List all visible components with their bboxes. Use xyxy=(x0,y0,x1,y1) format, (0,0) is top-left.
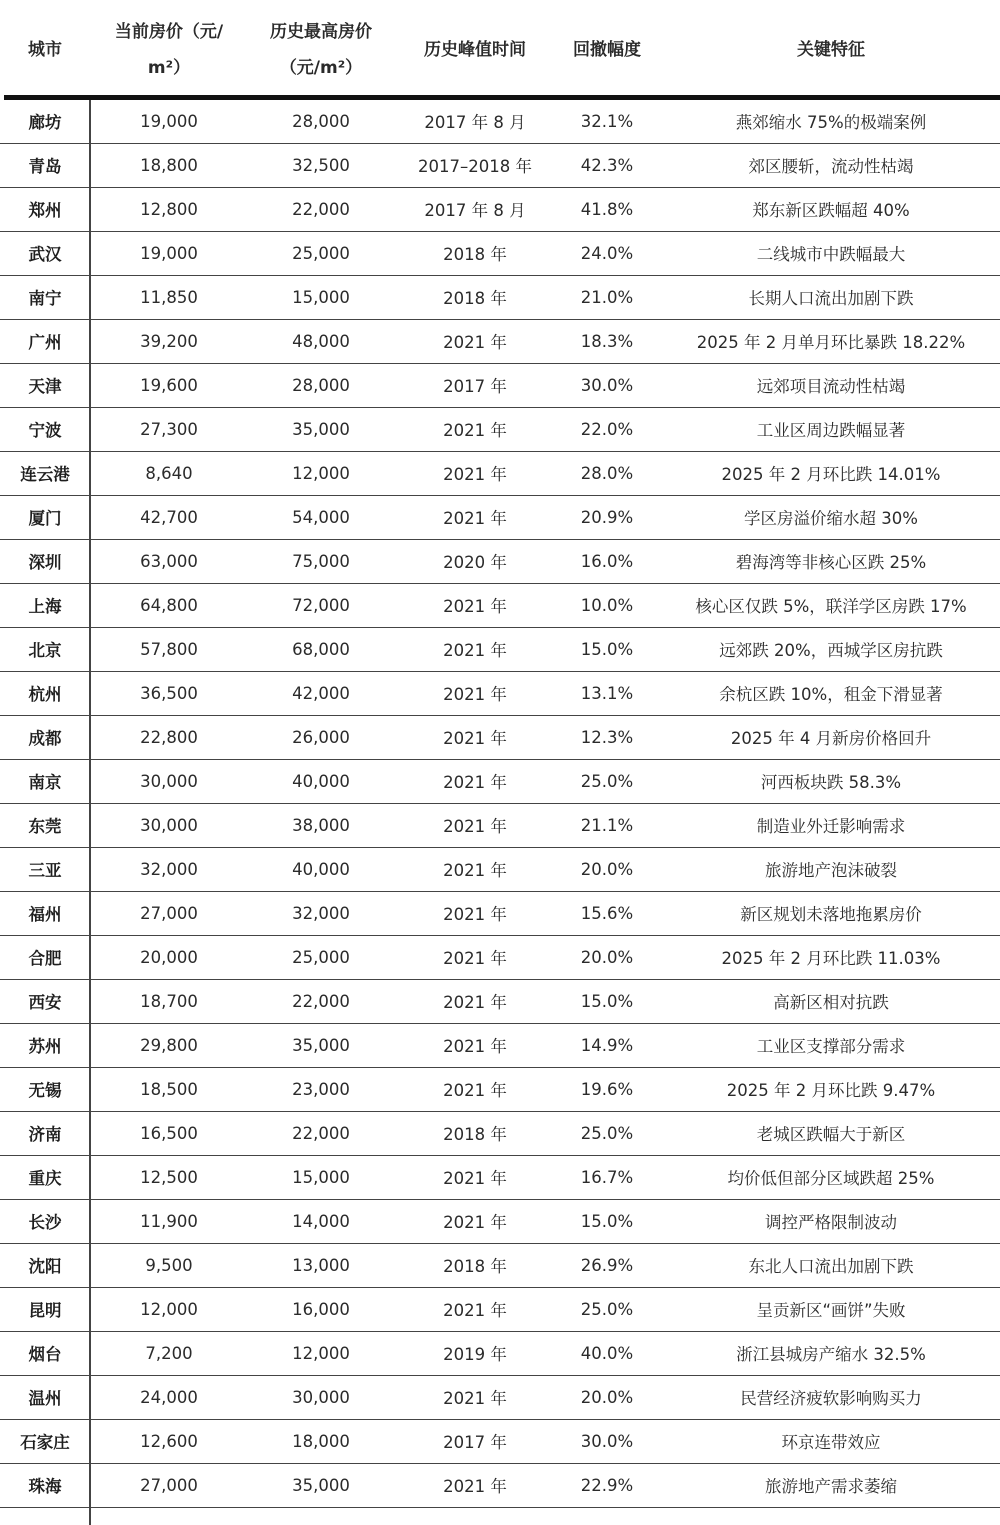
cell-peak-time: 2021 年 xyxy=(443,1213,507,1232)
cell-peak-time: 2021 年 xyxy=(443,949,507,968)
cell-peak-price: 13,000 xyxy=(292,1255,350,1275)
table-row xyxy=(0,100,1000,144)
header-current-price-line1: 当前房价（元/ xyxy=(114,22,224,42)
cell-peak-price: 68,000 xyxy=(292,639,350,659)
cell-drawdown: 22.9% xyxy=(580,1475,634,1495)
table-row xyxy=(0,716,1000,760)
table-row xyxy=(0,320,1000,364)
table-row xyxy=(0,804,1000,848)
cell-feature: 呈贡新区“画饼”失败 xyxy=(756,1301,906,1320)
cell-peak-time: 2021 年 xyxy=(443,773,507,792)
cell-current-price: 18,800 xyxy=(140,155,198,175)
table-row xyxy=(0,980,1000,1024)
cell-peak-price: 38,000 xyxy=(292,815,350,835)
cell-peak-time: 2017 年 xyxy=(443,377,507,396)
cell-city: 广州 xyxy=(28,333,62,352)
cell-peak-time: 2018 年 xyxy=(443,289,507,308)
cell-drawdown: 15.6% xyxy=(580,903,634,923)
cell-feature: 核心区仅跌 5%，联洋学区房跌 17% xyxy=(695,597,967,616)
table-row xyxy=(0,1332,1000,1376)
cell-peak-price: 28,000 xyxy=(292,375,350,395)
header-current-price xyxy=(92,0,246,100)
cell-drawdown: 15.0% xyxy=(580,991,634,1011)
cell-peak-price: 35,000 xyxy=(292,1475,350,1495)
header-peak-time: 历史峰值时间 xyxy=(424,40,526,60)
table-row xyxy=(0,1420,1000,1464)
cell-drawdown: 26.9% xyxy=(580,1255,634,1275)
cell-city: 温州 xyxy=(28,1389,62,1408)
cell-city: 天津 xyxy=(28,377,62,396)
cell-current-price: 36,500 xyxy=(140,683,198,703)
cell-peak-time: 2021 年 xyxy=(443,333,507,352)
cell-peak-price: 15,000 xyxy=(292,287,350,307)
cell-city: 宁波 xyxy=(28,421,62,440)
cell-peak-time: 2021 年 xyxy=(443,1389,507,1408)
cell-city: 青岛 xyxy=(28,157,62,176)
cell-peak-time: 2021 年 xyxy=(443,1037,507,1056)
cell-city: 无锡 xyxy=(28,1081,62,1100)
cell-city: 石家庄 xyxy=(20,1433,70,1452)
table-row xyxy=(0,364,1000,408)
cell-peak-time: 2021 年 xyxy=(443,465,507,484)
cell-drawdown: 15.0% xyxy=(580,1211,634,1231)
cell-current-price: 64,800 xyxy=(140,595,198,615)
cell-drawdown: 19.6% xyxy=(580,1079,634,1099)
cell-drawdown: 32.1% xyxy=(580,111,634,131)
cell-city: 北京 xyxy=(28,641,62,660)
cell-peak-time: 2021 年 xyxy=(443,861,507,880)
cell-peak-time: 2021 年 xyxy=(443,1477,507,1496)
cell-peak-price: 40,000 xyxy=(292,771,350,791)
table-row xyxy=(0,672,1000,716)
cell-current-price: 39,200 xyxy=(140,331,198,351)
cell-feature: 旅游地产需求萎缩 xyxy=(765,1477,897,1496)
header-city: 城市 xyxy=(28,40,62,60)
table-row xyxy=(0,1068,1000,1112)
table-row xyxy=(0,936,1000,980)
cell-city: 长沙 xyxy=(28,1213,62,1232)
table-row xyxy=(0,760,1000,804)
cell-peak-price: 40,000 xyxy=(292,859,350,879)
cell-feature: 燕郊缩水 75%的极端案例 xyxy=(735,113,927,132)
table-row xyxy=(0,1376,1000,1420)
cell-current-price: 20,000 xyxy=(140,947,198,967)
table-row xyxy=(0,1200,1000,1244)
header-peak-price-line2: （元/m²） xyxy=(279,58,363,78)
cell-peak-price: 35,000 xyxy=(292,1035,350,1055)
cell-peak-time: 2020 年 xyxy=(443,553,507,572)
cell-peak-time: 2021 年 xyxy=(443,729,507,748)
cell-peak-price: 75,000 xyxy=(292,551,350,571)
table-row xyxy=(0,144,1000,188)
cell-drawdown: 41.8% xyxy=(580,199,634,219)
cell-city: 廊坊 xyxy=(28,113,62,132)
cell-city: 昆明 xyxy=(28,1301,62,1320)
cell-city: 烟台 xyxy=(28,1345,62,1364)
cell-current-price: 19,000 xyxy=(140,111,198,131)
cell-city: 武汉 xyxy=(28,245,62,264)
cell-peak-time: 2021 年 xyxy=(443,421,507,440)
header-drawdown: 回撤幅度 xyxy=(573,40,641,60)
cell-drawdown: 30.0% xyxy=(580,375,634,395)
cell-feature: 制造业外迁影响需求 xyxy=(756,817,906,836)
cell-city: 深圳 xyxy=(28,553,62,572)
cell-current-price: 42,700 xyxy=(140,507,198,527)
cell-peak-price: 14,000 xyxy=(292,1211,350,1231)
cell-current-price: 8,640 xyxy=(145,463,193,483)
cell-city: 南宁 xyxy=(28,289,62,308)
table-row xyxy=(0,408,1000,452)
cell-drawdown: 16.7% xyxy=(580,1167,634,1187)
cell-peak-price: 42,000 xyxy=(292,683,350,703)
cell-feature: 2025 年 4 月新房价格回升 xyxy=(730,729,932,748)
cell-feature: 浙江县城房产缩水 32.5% xyxy=(736,1345,926,1364)
cell-peak-time: 2021 年 xyxy=(443,509,507,528)
cell-drawdown: 20.0% xyxy=(580,1387,634,1407)
cell-peak-price: 26,000 xyxy=(292,727,350,747)
cell-peak-price: 23,000 xyxy=(292,1079,350,1099)
cell-current-price: 12,600 xyxy=(140,1431,198,1451)
cell-current-price: 27,300 xyxy=(140,419,198,439)
cell-peak-time: 2021 年 xyxy=(443,905,507,924)
cell-peak-time: 2021 年 xyxy=(443,685,507,704)
cell-current-price: 9,500 xyxy=(145,1255,193,1275)
cell-peak-time: 2019 年 xyxy=(443,1345,507,1364)
cell-peak-time: 2021 年 xyxy=(443,993,507,1012)
cell-feature: 工业区支撑部分需求 xyxy=(756,1037,906,1056)
cell-feature: 均价低但部分区域跌超 25% xyxy=(727,1169,935,1188)
cell-current-price: 12,500 xyxy=(140,1167,198,1187)
cell-peak-price: 32,000 xyxy=(292,903,350,923)
cell-drawdown: 21.0% xyxy=(580,287,634,307)
cell-feature: 2025 年 2 月环比跌 11.03% xyxy=(721,949,941,968)
table-row xyxy=(0,276,1000,320)
cell-city: 三亚 xyxy=(28,861,62,880)
cell-city: 郑州 xyxy=(28,201,62,220)
cell-current-price: 30,000 xyxy=(140,815,198,835)
cell-current-price: 12,000 xyxy=(140,1299,198,1319)
cell-current-price: 24,000 xyxy=(140,1387,198,1407)
cell-peak-time: 2021 年 xyxy=(443,817,507,836)
header-peak-price xyxy=(246,0,396,100)
cell-drawdown: 40.0% xyxy=(580,1343,634,1363)
cell-feature: 工业区周边跌幅显著 xyxy=(756,421,906,440)
table-row xyxy=(0,628,1000,672)
cell-current-price: 57,800 xyxy=(140,639,198,659)
cell-feature: 新区规划未落地拖累房价 xyxy=(740,905,922,924)
cell-feature: 东北人口流出加剧下跌 xyxy=(748,1257,914,1276)
cell-current-price: 27,000 xyxy=(140,903,198,923)
cell-peak-price: 32,500 xyxy=(292,155,350,175)
table-row xyxy=(0,1288,1000,1332)
cell-current-price: 63,000 xyxy=(140,551,198,571)
cell-feature: 老城区跌幅大于新区 xyxy=(756,1125,906,1144)
cell-city: 连云港 xyxy=(20,465,70,484)
cell-feature: 高新区相对抗跌 xyxy=(773,993,889,1012)
cell-peak-price: 16,000 xyxy=(292,1299,350,1319)
cell-city: 沈阳 xyxy=(28,1257,62,1276)
cell-peak-time: 2021 年 xyxy=(443,1169,507,1188)
cell-current-price: 29,800 xyxy=(140,1035,198,1055)
cell-feature: 调控严格限制波动 xyxy=(765,1213,897,1232)
cell-current-price: 18,700 xyxy=(140,991,198,1011)
cell-drawdown: 20.0% xyxy=(580,947,634,967)
cell-drawdown: 10.0% xyxy=(580,595,634,615)
cell-drawdown: 12.3% xyxy=(580,727,634,747)
cell-peak-price: 15,000 xyxy=(292,1167,350,1187)
cell-peak-time: 2017 年 8 月 xyxy=(424,113,526,132)
header-current-price-line2: m²） xyxy=(147,58,191,78)
table-row xyxy=(0,540,1000,584)
cell-peak-time: 2021 年 xyxy=(443,1301,507,1320)
cell-peak-price: 72,000 xyxy=(292,595,350,615)
table-row xyxy=(0,892,1000,936)
cell-feature: 2025 年 2 月环比跌 9.47% xyxy=(726,1081,936,1100)
city-column-divider xyxy=(89,100,91,1525)
table-row xyxy=(0,1024,1000,1068)
cell-current-price: 11,850 xyxy=(140,287,198,307)
cell-city: 上海 xyxy=(28,597,62,616)
cell-drawdown: 20.9% xyxy=(580,507,634,527)
cell-feature: 2025 年 2 月环比跌 14.01% xyxy=(721,465,941,484)
cell-feature: 2025 年 2 月单月环比暴跌 18.22% xyxy=(696,333,966,352)
cell-feature: 长期人口流出加剧下跌 xyxy=(748,289,914,308)
cell-drawdown: 25.0% xyxy=(580,1123,634,1143)
cell-current-price: 19,000 xyxy=(140,243,198,263)
table-row xyxy=(0,496,1000,540)
table-body xyxy=(0,100,1000,1508)
cell-peak-price: 25,000 xyxy=(292,243,350,263)
cell-peak-price: 18,000 xyxy=(292,1431,350,1451)
table-row xyxy=(0,1156,1000,1200)
table-row xyxy=(0,188,1000,232)
cell-feature: 旅游地产泡沫破裂 xyxy=(765,861,897,880)
cell-peak-price: 30,000 xyxy=(292,1387,350,1407)
cell-peak-time: 2021 年 xyxy=(443,641,507,660)
header-feature: 关键特征 xyxy=(797,40,865,60)
cell-city: 西安 xyxy=(28,993,62,1012)
cell-drawdown: 21.1% xyxy=(580,815,634,835)
cell-peak-price: 22,000 xyxy=(292,199,350,219)
cell-current-price: 30,000 xyxy=(140,771,198,791)
cell-current-price: 32,000 xyxy=(140,859,198,879)
cell-city: 成都 xyxy=(28,729,62,748)
cell-peak-time: 2021 年 xyxy=(443,597,507,616)
cell-current-price: 27,000 xyxy=(140,1475,198,1495)
table-row xyxy=(0,1464,1000,1508)
cell-city: 珠海 xyxy=(28,1477,62,1496)
cell-current-price: 12,800 xyxy=(140,199,198,219)
table-header xyxy=(0,0,1000,100)
cell-drawdown: 13.1% xyxy=(580,683,634,703)
cell-peak-price: 12,000 xyxy=(292,1343,350,1363)
cell-peak-price: 35,000 xyxy=(292,419,350,439)
cell-drawdown: 28.0% xyxy=(580,463,634,483)
cell-peak-price: 22,000 xyxy=(292,1123,350,1143)
cell-city: 重庆 xyxy=(28,1169,62,1188)
cell-current-price: 11,900 xyxy=(140,1211,198,1231)
cell-feature: 郊区腰斩，流动性枯竭 xyxy=(748,157,914,176)
cell-drawdown: 22.0% xyxy=(580,419,634,439)
cell-peak-price: 22,000 xyxy=(292,991,350,1011)
table-row xyxy=(0,1244,1000,1288)
cell-drawdown: 42.3% xyxy=(580,155,634,175)
cell-city: 杭州 xyxy=(28,685,62,704)
cell-feature: 学区房溢价缩水超 30% xyxy=(744,509,918,528)
cell-city: 厦门 xyxy=(28,509,62,528)
cell-city: 合肥 xyxy=(28,949,62,968)
cell-drawdown: 14.9% xyxy=(580,1035,634,1055)
cell-feature: 远郊跌 20%，西城学区房抗跌 xyxy=(719,641,943,660)
cell-peak-time: 2021 年 xyxy=(443,1081,507,1100)
cell-peak-time: 2017 年 8 月 xyxy=(424,201,526,220)
cell-city: 济南 xyxy=(28,1125,62,1144)
cell-feature: 民营经济疲软影响购买力 xyxy=(740,1389,922,1408)
cell-peak-time: 2017–2018 年 xyxy=(418,157,532,176)
table-row xyxy=(0,232,1000,276)
cell-peak-time: 2018 年 xyxy=(443,245,507,264)
cell-current-price: 18,500 xyxy=(140,1079,198,1099)
cell-peak-price: 28,000 xyxy=(292,111,350,131)
cell-feature: 余杭区跌 10%，租金下滑显著 xyxy=(719,685,943,704)
cell-feature: 河西板块跌 58.3% xyxy=(760,773,902,792)
cell-city: 东莞 xyxy=(28,817,62,836)
cell-peak-price: 54,000 xyxy=(292,507,350,527)
cell-current-price: 19,600 xyxy=(140,375,198,395)
cell-drawdown: 25.0% xyxy=(580,1299,634,1319)
cell-drawdown: 20.0% xyxy=(580,859,634,879)
cell-drawdown: 16.0% xyxy=(580,551,634,571)
cell-current-price: 22,800 xyxy=(140,727,198,747)
cell-city: 南京 xyxy=(28,773,62,792)
table-row xyxy=(0,584,1000,628)
cell-drawdown: 25.0% xyxy=(580,771,634,791)
cell-peak-time: 2017 年 xyxy=(443,1433,507,1452)
cell-peak-price: 12,000 xyxy=(292,463,350,483)
cell-peak-time: 2018 年 xyxy=(443,1125,507,1144)
cell-city: 苏州 xyxy=(28,1037,62,1056)
header-peak-price-line1: 历史最高房价 xyxy=(270,22,372,42)
cell-drawdown: 24.0% xyxy=(580,243,634,263)
table-row xyxy=(0,1112,1000,1156)
cell-drawdown: 18.3% xyxy=(580,331,634,351)
cell-current-price: 7,200 xyxy=(145,1343,193,1363)
cell-drawdown: 30.0% xyxy=(580,1431,634,1451)
cell-peak-price: 25,000 xyxy=(292,947,350,967)
cell-peak-price: 48,000 xyxy=(292,331,350,351)
table-row xyxy=(0,848,1000,892)
cell-feature: 远郊项目流动性枯竭 xyxy=(756,377,906,396)
cell-current-price: 16,500 xyxy=(140,1123,198,1143)
cell-feature: 郑东新区跌幅超 40% xyxy=(752,201,910,220)
cell-feature: 环京连带效应 xyxy=(781,1433,881,1452)
cell-drawdown: 15.0% xyxy=(580,639,634,659)
cell-peak-time: 2018 年 xyxy=(443,1257,507,1276)
cell-city: 福州 xyxy=(28,905,62,924)
table-row xyxy=(0,452,1000,496)
cell-feature: 二线城市中跌幅最大 xyxy=(756,245,906,264)
cell-feature: 碧海湾等非核心区跌 25% xyxy=(735,553,927,572)
